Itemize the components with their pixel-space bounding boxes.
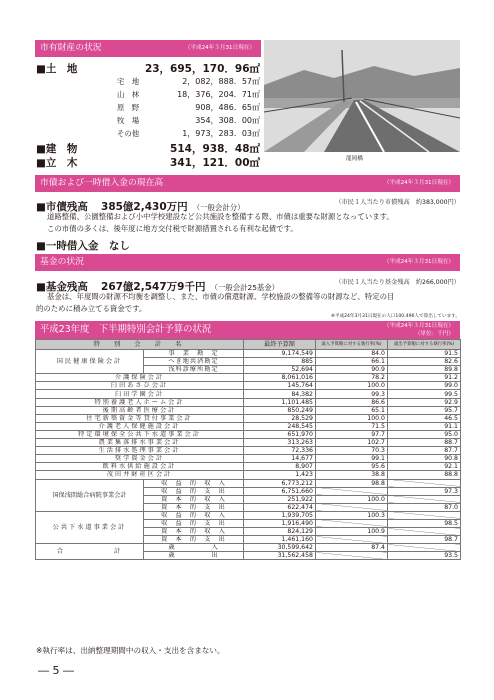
header-account-name: 特 別 会 計 名 — [36, 340, 244, 350]
account-subname: 資 本 的 支 出 — [144, 503, 244, 511]
cell-rev: 97.7 — [316, 430, 388, 438]
land-item-value: 354，308．00㎡ — [195, 116, 260, 125]
table-row — [36, 447, 461, 455]
land-label: ■土 地 — [36, 63, 78, 75]
account-name: 臼田学園会計 — [36, 390, 244, 398]
cell-budget: 28,529 — [244, 414, 316, 422]
cell-budget: 31,562,458 — [244, 552, 316, 560]
cell-rev: 70.3 — [316, 447, 388, 455]
account-name: 住宅新築資金等貸付事業会計 — [36, 414, 244, 422]
cell-exp: 89.8 — [388, 366, 461, 374]
special-title: 平成23年度 下半期特別会計予算の状況 — [40, 324, 212, 335]
cell-budget: 9,174,549 — [244, 350, 316, 358]
account-name: 後期高齢者医療会計 — [36, 406, 244, 414]
land-item-value: 18，376，204．71㎡ — [177, 90, 260, 99]
cell-rev: 100.0 — [316, 414, 388, 422]
table-row — [36, 544, 461, 552]
cell-exp: 88.8 — [388, 471, 461, 479]
cell-rev: 100.9 — [316, 528, 388, 536]
account-name: 公共下水道事業会計 — [36, 511, 144, 543]
cell-exp: 82.6 — [388, 358, 461, 366]
cell-budget: 251,922 — [244, 495, 316, 503]
cell-rev: 102.7 — [316, 439, 388, 447]
account-name: 飲料水供給施設会計 — [36, 463, 244, 471]
special-accounts-table — [35, 339, 461, 560]
cell-exp: 92.1 — [388, 463, 461, 471]
account-name: 国民健康保険会計 — [36, 350, 144, 374]
cell-budget: 8,907 — [244, 463, 316, 471]
building-label: ■建 物 — [36, 143, 78, 155]
debt-sub: （一般会計分） — [192, 203, 245, 212]
cell-exp: 95.7 — [388, 406, 461, 414]
cell-rev — [316, 519, 388, 527]
cell-exp — [388, 495, 461, 503]
cell-rev: 100.3 — [316, 511, 388, 519]
account-subname: 収 益 的 収 入 — [144, 511, 244, 519]
cell-budget: 145,764 — [244, 382, 316, 390]
land-item-label: 原 野 — [117, 103, 140, 112]
cell-exp — [388, 479, 461, 487]
cell-rev: 99.1 — [316, 455, 388, 463]
cell-budget: 1,423 — [244, 471, 316, 479]
special-unit: （単位：千円） — [414, 331, 454, 337]
cell-exp: 99.5 — [388, 390, 461, 398]
special-header — [35, 321, 460, 339]
land-item-value: 908，486．65㎡ — [195, 103, 260, 112]
cell-exp: 91.2 — [388, 374, 461, 382]
debt-text-1: 道路整備、公園整備および小中学校建設など公共施設を整備する際、市債は重要な財源となっています。 — [47, 212, 394, 221]
account-name: 農業集落排水事業会計 — [36, 439, 244, 447]
land-item-label: その他 — [117, 129, 140, 138]
cell-exp: 99.0 — [388, 382, 461, 390]
header-expense-rate: 歳出予算額に対する執行率(%) — [388, 340, 461, 350]
table-header-row — [36, 340, 461, 350]
header-final-budget: 最終予算額 — [244, 340, 316, 350]
account-name: 生活排水処理事業会計 — [36, 447, 244, 455]
cell-budget: 14,677 — [244, 455, 316, 463]
special-date-unit — [384, 322, 454, 338]
cell-exp: 87.0 — [388, 503, 461, 511]
cell-rev: 95.6 — [316, 463, 388, 471]
cell-budget: 651,970 — [244, 430, 316, 438]
table-row — [36, 430, 461, 438]
cell-rev: 100.0 — [316, 382, 388, 390]
account-subname: 歳 入 — [144, 544, 244, 552]
cell-exp: 87.7 — [388, 447, 461, 455]
table-row — [36, 374, 461, 382]
property-header — [35, 40, 261, 57]
table-row — [36, 406, 461, 414]
account-subname: 収 益 的 収 入 — [144, 479, 244, 487]
fund-date: （平成24年３月31日現在） — [383, 259, 454, 265]
cell-rev — [316, 552, 388, 560]
account-subname: へき地共済勘定 — [144, 358, 244, 366]
cell-exp: 95.0 — [388, 430, 461, 438]
cell-budget: 1,101,485 — [244, 398, 316, 406]
table-row — [36, 390, 461, 398]
property-date: （平成24年３月31日現在） — [184, 45, 255, 51]
account-name: 臼田あさひ会計 — [36, 382, 244, 390]
cell-rev: 100.0 — [316, 495, 388, 503]
timber-value: 341，121．00㎥ — [170, 157, 260, 169]
cell-budget: 824,129 — [244, 528, 316, 536]
cell-exp — [388, 528, 461, 536]
land-item-label: 宅 地 — [117, 77, 140, 86]
fund-amount: 267億2,547万9千円 — [101, 281, 206, 293]
cell-budget: 52,694 — [244, 366, 316, 374]
table-row — [36, 350, 461, 358]
land-item-value: 2，082，888．57㎡ — [182, 77, 260, 86]
cell-exp: 91.5 — [388, 350, 461, 358]
debt-label: ■市債残高 — [36, 201, 88, 213]
cell-budget: 1,939,705 — [244, 511, 316, 519]
cell-budget: 248,545 — [244, 422, 316, 430]
cell-rev: 78.2 — [316, 374, 388, 382]
fund-label: ■基金残高 — [36, 281, 88, 293]
account-name: 特定環境保全公共下水道事業会計 — [36, 430, 244, 438]
cell-exp: 98.7 — [388, 536, 461, 544]
cell-rev: 99.3 — [316, 390, 388, 398]
cell-budget: 8,061,016 — [244, 374, 316, 382]
table-row — [36, 511, 461, 519]
table-row — [36, 382, 461, 390]
cell-budget: 1,461,160 — [244, 536, 316, 544]
account-name: 国保浅間総合病院事業会計 — [36, 479, 144, 511]
debt-amount: 385億2,430万円 — [101, 201, 188, 213]
fund-per-capita: （市民１人当たり基金残高 約266,000円） — [335, 279, 460, 286]
account-name: 特別養護老人ホーム会計 — [36, 398, 244, 406]
cell-exp: 88.7 — [388, 439, 461, 447]
table-row — [36, 414, 461, 422]
account-name: 介護老人保健施設会計 — [36, 422, 244, 430]
cell-exp: 93.5 — [388, 552, 461, 560]
cell-budget: 84,382 — [244, 390, 316, 398]
debt-date: （平成24年３月31日現在） — [383, 180, 454, 186]
account-subname: 収 益 的 支 出 — [144, 519, 244, 527]
cell-budget: 313,263 — [244, 439, 316, 447]
cell-budget: 622,474 — [244, 503, 316, 511]
account-subname: 浅科診療所勘定 — [144, 366, 244, 374]
cell-exp: 97.3 — [388, 487, 461, 495]
table-row — [36, 439, 461, 447]
debt-header — [35, 175, 460, 192]
photo-caption: 龍岡橋 — [346, 156, 363, 162]
fund-title: 基金の状況 — [40, 257, 84, 267]
account-subname: 収 益 的 支 出 — [144, 487, 244, 495]
cell-rev: 65.1 — [316, 406, 388, 414]
cell-rev: 86.6 — [316, 398, 388, 406]
table-row — [36, 422, 461, 430]
header-revenue-rate: 歳入予算額に対する執行率(%) — [316, 340, 388, 350]
cell-rev: 87.4 — [316, 544, 388, 552]
fund-header — [35, 254, 460, 271]
cell-exp: 98.5 — [388, 519, 461, 527]
table-row — [36, 455, 461, 463]
cell-exp: 46.5 — [388, 414, 461, 422]
account-name: 茂田井財産区会計 — [36, 471, 244, 479]
cell-rev: 84.0 — [316, 350, 388, 358]
land-value: 23，695，170．96㎡ — [144, 63, 260, 75]
account-subname: 事 業 勘 定 — [144, 350, 244, 358]
debt-title: 市債および一時借入金の現在高 — [40, 178, 164, 188]
fund-text-1: 基金は、年度間の財源不均衡を調整し、また、市債の償還財源、学校施設の整備等の財源など、特定の目 — [47, 292, 395, 301]
cell-budget: 850,249 — [244, 406, 316, 414]
account-subname: 歳 出 — [144, 552, 244, 560]
bridge-photo — [264, 40, 460, 152]
account-subname: 資 本 的 支 出 — [144, 536, 244, 544]
account-name: 介護保険会計 — [36, 374, 244, 382]
land-item-value: 1，973，283．03㎡ — [182, 129, 260, 138]
temporary-loan: ■一時借入金 なし — [36, 240, 130, 252]
land-item-label: 牧 場 — [117, 116, 140, 125]
account-name: 奨学資金会計 — [36, 455, 244, 463]
fund-note: ※平成24年3月31日現在の人口100,496人で算出しています。 — [331, 314, 460, 319]
cell-budget: 885 — [244, 358, 316, 366]
cell-exp — [388, 511, 461, 519]
debt-per-capita: （市民１人当たり市債残高 約383,000円） — [335, 199, 460, 206]
table-row — [36, 398, 461, 406]
cell-rev — [316, 487, 388, 495]
property-title: 市有財産の状況 — [40, 43, 102, 53]
building-value: 514，938．48㎡ — [170, 143, 260, 155]
special-date: （平成24年３月31日現在） — [383, 323, 454, 329]
cell-exp: 90.8 — [388, 455, 461, 463]
table-row — [36, 479, 461, 487]
cell-budget: 6,751,660 — [244, 487, 316, 495]
cell-budget: 1,916,490 — [244, 519, 316, 527]
cell-rev: 38.8 — [316, 471, 388, 479]
cell-budget: 30,599,642 — [244, 544, 316, 552]
account-subname: 資 本 的 収 入 — [144, 528, 244, 536]
cell-rev: 90.9 — [316, 366, 388, 374]
cell-budget: 72,336 — [244, 447, 316, 455]
table-row — [36, 471, 461, 479]
cell-exp — [388, 544, 461, 552]
cell-budget: 6,773,212 — [244, 479, 316, 487]
fund-sub: （一般会計25基金） — [210, 283, 280, 292]
timber-label: ■立 木 — [36, 157, 78, 169]
cell-exp: 91.1 — [388, 422, 461, 430]
land-item-label: 山 林 — [117, 90, 140, 99]
account-subname: 資 本 的 収 入 — [144, 495, 244, 503]
table-row — [36, 463, 461, 471]
cell-rev: 71.5 — [316, 422, 388, 430]
fund-text-2: 的のために積み立てる資金です。 — [36, 304, 147, 313]
cell-rev — [316, 503, 388, 511]
cell-exp: 92.9 — [388, 398, 461, 406]
page-number: ― 5 ― — [38, 664, 74, 677]
account-name: 合 計 — [36, 544, 144, 560]
cell-rev: 66.1 — [316, 358, 388, 366]
table-footnote: ※執行率は、出納整理期間中の収入・支出を含まない。 — [36, 646, 225, 655]
debt-text-2: この市債の多くは、後年度に地方交付税で財源措置される有利な起債です。 — [47, 224, 298, 233]
cell-rev — [316, 536, 388, 544]
cell-rev: 98.8 — [316, 479, 388, 487]
